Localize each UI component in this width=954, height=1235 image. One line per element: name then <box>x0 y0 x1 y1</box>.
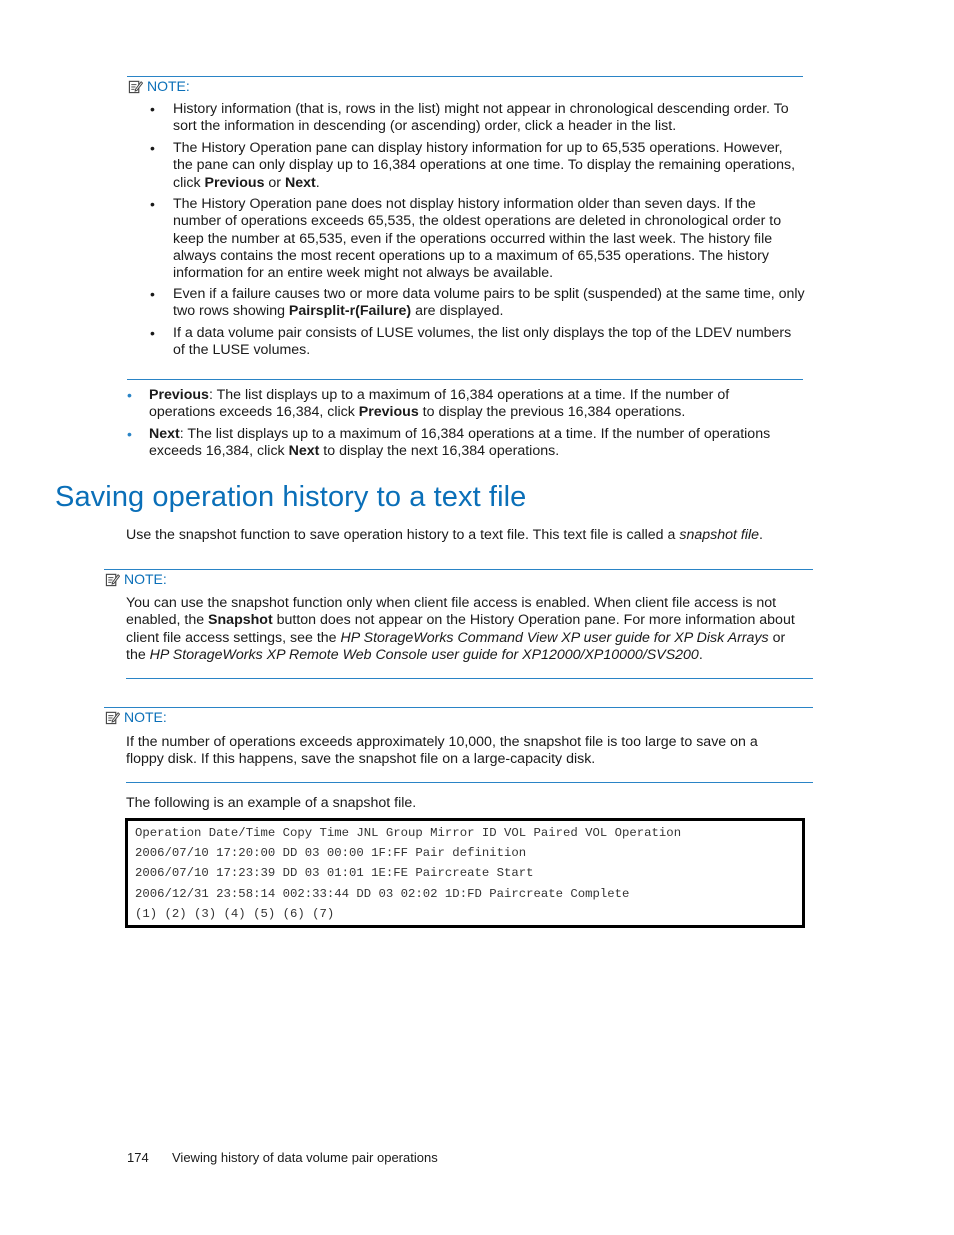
bullet-dot: • <box>150 140 155 156</box>
bold-term: Previous <box>149 387 209 403</box>
bold-term: Next <box>284 174 316 191</box>
note-icon <box>105 710 120 725</box>
note1-bullet-text <box>173 140 805 192</box>
note1-bullet <box>150 325 805 360</box>
note3-header <box>105 709 167 725</box>
bold-term: Next <box>288 443 320 460</box>
text-run: . <box>698 646 703 663</box>
text-run: to display the next 16,384 operations. <box>319 443 560 460</box>
text-run: : The list displays up to a maximum of 16,384 operations at a time. If the number of operations exceeds 16,384, click <box>149 387 730 421</box>
note2-top-rule <box>104 569 813 570</box>
note1-bottom-rule <box>127 379 803 380</box>
bullet-dot: • <box>127 426 132 442</box>
nav-bullet-next <box>127 426 787 461</box>
nav-bullet-text <box>149 426 787 461</box>
text-run: You can use the snapshot function only when client file access is enabled. When client file access is not enabled, the <box>126 595 777 629</box>
note1-label: NOTE: <box>147 78 190 94</box>
nav-bullet-previous <box>127 387 787 422</box>
section-intro <box>126 527 816 544</box>
italic-term: HP StorageWorks XP Remote Web Console user guide for XP12000/XP10000/SVS200 <box>149 646 699 663</box>
text-run: The History Operation pane does not display history information older than seven days. If the number of operations exceeds 65,535, the oldest operations are deleted in chronological order to keep the number at 65,535, even if the operations occurred within the last week. The history file always contains the most recent operations up to a maximum of 65,535 operations. The history information for an entire week might not always be available. <box>173 196 782 282</box>
text-run: : The list displays up to a maximum of 16,384 operations at a time. If the number of operations exceeds 16,384, click <box>149 426 771 460</box>
note1-bullet <box>150 140 805 192</box>
section-title: Saving operation history to a text file <box>55 481 527 513</box>
note1-bullet-text <box>173 325 805 360</box>
text-run: button does not appear on the History Operation pane. For more information about client file access settings, see the <box>126 612 795 646</box>
example-intro: The following is an example of a snapshot file. <box>126 795 417 811</box>
italic-term: HP StorageWorks Command View XP user guide for XP Disk Arrays <box>340 629 769 646</box>
note3-top-rule <box>104 707 813 708</box>
text-run: Use the snapshot function to save operation history to a text file. This text file is called a <box>126 527 680 543</box>
text-run: The History Operation pane can display history information for up to 65,535 operations. However, the pane can only display up to 16,384 operations at one time. To display the remaining operations, click <box>173 140 796 191</box>
code-line: (1) (2) (3) (4) (5) (6) (7) <box>135 907 335 921</box>
bold-term: Pairsplit-r(Failure) <box>288 303 412 320</box>
note1-bullet-text <box>173 286 805 321</box>
code-line: 2006/07/10 17:20:00 DD 03 00:00 1F:FF Pair definition <box>135 846 527 860</box>
text-run: or <box>264 174 285 191</box>
bullet-dot: • <box>150 325 155 341</box>
text-run: . <box>315 174 320 191</box>
text-run: If a data volume pair consists of LUSE volumes, the list only displays the top of the LDEV numbers of the LUSE volumes. <box>173 325 792 359</box>
text-run: or the <box>126 629 786 663</box>
note3-body <box>126 734 798 769</box>
snapshot-example-box <box>125 818 805 928</box>
note2-header <box>105 571 167 587</box>
note1-header <box>128 78 190 94</box>
page-number: 174 <box>127 1150 149 1165</box>
text-run: Even if a failure causes two or more data volume pairs to be split (suspended) at the same time, only two rows showing <box>173 286 805 320</box>
note3-bottom-rule <box>126 782 813 783</box>
text-run: . <box>759 527 763 543</box>
bold-term: Previous <box>204 174 265 191</box>
note-icon <box>105 572 120 587</box>
footer-chapter-title: Viewing history of data volume pair operations <box>172 1150 438 1165</box>
code-line: 2006/12/31 23:58:14 002:33:44 DD 03 02:02 1D:FD Paircreate Complete <box>135 887 630 901</box>
note1-top-rule <box>127 76 803 77</box>
note2-label: NOTE: <box>124 571 167 587</box>
bullet-dot: • <box>150 286 155 302</box>
bullet-dot: • <box>127 387 132 403</box>
text-run: If the number of operations exceeds approximately 10,000, the snapshot file is too large to save on a floppy disk. If this happens, save the snapshot file on a large-capacity disk. <box>126 734 758 768</box>
bold-term: Next <box>149 426 180 442</box>
note1-bullet <box>150 286 805 321</box>
bullet-dot: • <box>150 101 155 117</box>
code-line: 2006/07/10 17:23:39 DD 03 01:01 1E:FE Paircreate Start <box>135 866 534 880</box>
code-line: Operation Date/Time Copy Time JNL Group Mirror ID VOL Paired VOL Operation <box>135 826 682 840</box>
text-run: to display the previous 16,384 operations. <box>418 404 686 421</box>
note1-bullet <box>150 101 805 136</box>
bold-term: Snapshot <box>208 612 273 629</box>
note1-bullet-text <box>173 196 805 282</box>
italic-term: snapshot file <box>679 527 760 543</box>
note1-bullet <box>150 196 805 282</box>
nav-bullet-text <box>149 387 787 422</box>
text-run: History information (that is, rows in the list) might not appear in chronological descending order. To sort the information in descending (or ascending) order, click a header in the list. <box>173 101 789 135</box>
note3-label: NOTE: <box>124 709 167 725</box>
text-run: are displayed. <box>411 303 504 320</box>
note-icon <box>128 79 143 94</box>
note2-body <box>126 595 798 664</box>
bold-term: Previous <box>358 404 419 421</box>
note2-bottom-rule <box>126 678 813 679</box>
bullet-dot: • <box>150 196 155 212</box>
note1-bullet-text <box>173 101 805 136</box>
